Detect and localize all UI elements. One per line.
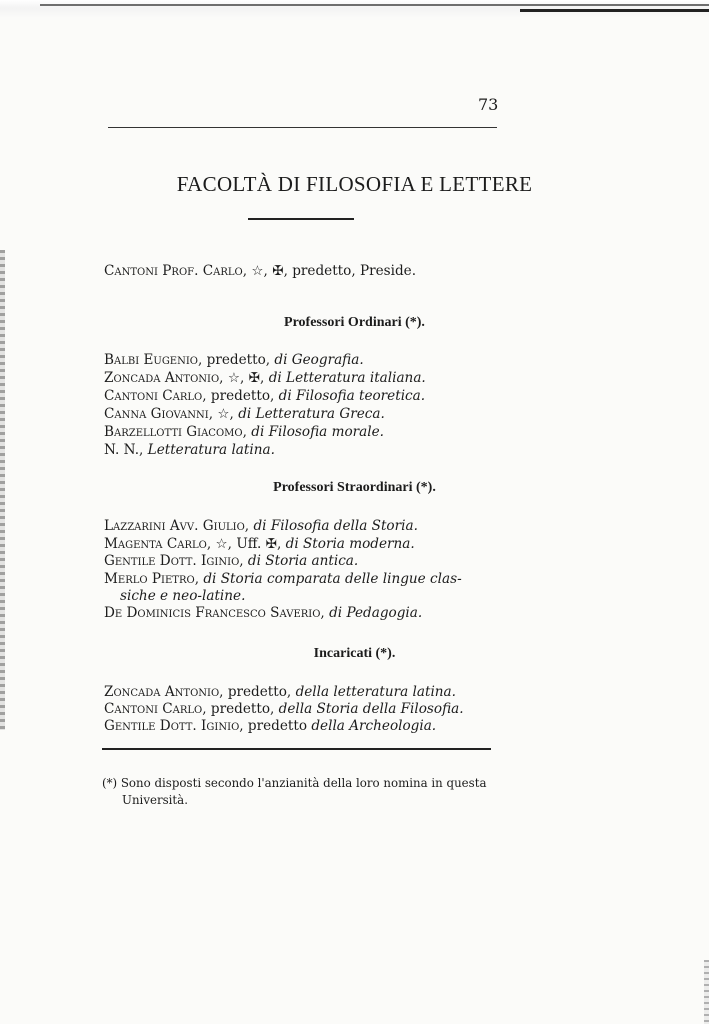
list-item: [104, 387, 425, 405]
person-name: Canna Giovanni: [104, 406, 209, 422]
person-name: N. N.: [104, 442, 140, 458]
subject: di Filosofia morale.: [251, 424, 384, 440]
subject: della Storia della Filosofia.: [278, 701, 464, 717]
list-item: [104, 683, 456, 701]
person-name: Cantoni Carlo: [104, 388, 203, 404]
dean-entry: [104, 262, 416, 280]
list-item: [104, 535, 415, 553]
footnote-line: Università.: [122, 793, 188, 807]
scan-edge-line: [40, 4, 709, 6]
section-heading-incaricati: Incaricati (*).: [313, 646, 396, 661]
list-item: [104, 717, 436, 735]
person-role: , ☆, ✠,: [219, 370, 269, 386]
person-name: Zoncada Antonio: [104, 370, 220, 386]
list-item: [104, 517, 418, 535]
person-name: Barzellotti Giacomo: [104, 424, 243, 440]
header-rule: [108, 127, 497, 128]
subject: di Filosofia della Storia.: [253, 518, 418, 534]
person-name: Merlo Pietro: [104, 571, 195, 587]
page-title: FACOLTÀ DI FILOSOFIA E LETTERE: [176, 172, 533, 196]
person-name: Magenta Carlo: [104, 536, 207, 552]
person-role: , predetto,: [202, 388, 279, 404]
list-item: [104, 369, 426, 387]
person-role: , predetto,: [198, 352, 275, 368]
list-item: [104, 405, 385, 423]
person-name: Cantoni Carlo: [104, 701, 203, 717]
section-heading-ordinari: Professori Ordinari (*).: [284, 315, 425, 330]
person-role: , ☆, Uff. ✠,: [206, 536, 286, 552]
scan-edge-line: [520, 9, 709, 12]
list-item: [104, 700, 464, 718]
footnote-divider: [102, 748, 491, 750]
subject: di Storia moderna.: [285, 536, 415, 552]
person-name: De Dominicis Francesco Saverio: [104, 605, 321, 621]
list-item: [104, 423, 384, 441]
person-role: , predetto,: [219, 684, 296, 700]
person-role: , ☆, ✠, predetto, Preside.: [242, 263, 417, 279]
list-item: [104, 351, 364, 369]
person-name: Balbi Eugenio: [104, 352, 199, 368]
footnote-line: (*) Sono disposti secondo l'anzianità della loro nomina in questa: [102, 776, 487, 790]
subject: di Storia comparata delle lingue clas-: [203, 571, 462, 587]
person-name: Gentile Dott. Iginio: [104, 553, 240, 569]
person-role: ,: [194, 571, 204, 587]
list-item: [104, 552, 358, 570]
person-role: ,: [239, 553, 248, 569]
subject: della letteratura latina.: [295, 684, 456, 700]
page-number: 73: [478, 95, 499, 114]
person-role: ,: [139, 442, 148, 458]
list-item-continuation: [120, 587, 245, 605]
person-role: , predetto: [239, 718, 312, 734]
person-role: ,: [320, 605, 330, 621]
person-name: Cantoni Prof. Carlo: [104, 263, 243, 279]
subject: della Archeologia.: [311, 718, 437, 734]
binding-margin: [704, 960, 709, 1024]
person-name: Gentile Dott. Iginio: [104, 718, 240, 734]
person-name: Lazzarini Avv. Giulio: [104, 518, 245, 534]
list-item: [104, 441, 275, 459]
subject: di Geografia.: [274, 352, 364, 368]
person-role: , predetto,: [202, 701, 279, 717]
person-name: Zoncada Antonio: [104, 684, 220, 700]
person-role: ,: [242, 424, 252, 440]
subject: di Letteratura Greca.: [238, 406, 385, 422]
subject: Letteratura latina.: [147, 442, 275, 458]
person-role: , ☆,: [208, 406, 239, 422]
list-item: [104, 570, 462, 588]
title-divider: [248, 218, 354, 220]
subject: di Letteratura italiana.: [268, 370, 426, 386]
subject: di Storia antica.: [247, 553, 359, 569]
list-item: [104, 604, 422, 622]
person-role: ,: [244, 518, 254, 534]
subject: siche e neo-latine.: [120, 588, 246, 604]
section-heading-straordinari: Professori Straordinari (*).: [273, 480, 436, 495]
subject: di Filosofia teoretica.: [278, 388, 426, 404]
subject: di Pedagogia.: [329, 605, 423, 621]
